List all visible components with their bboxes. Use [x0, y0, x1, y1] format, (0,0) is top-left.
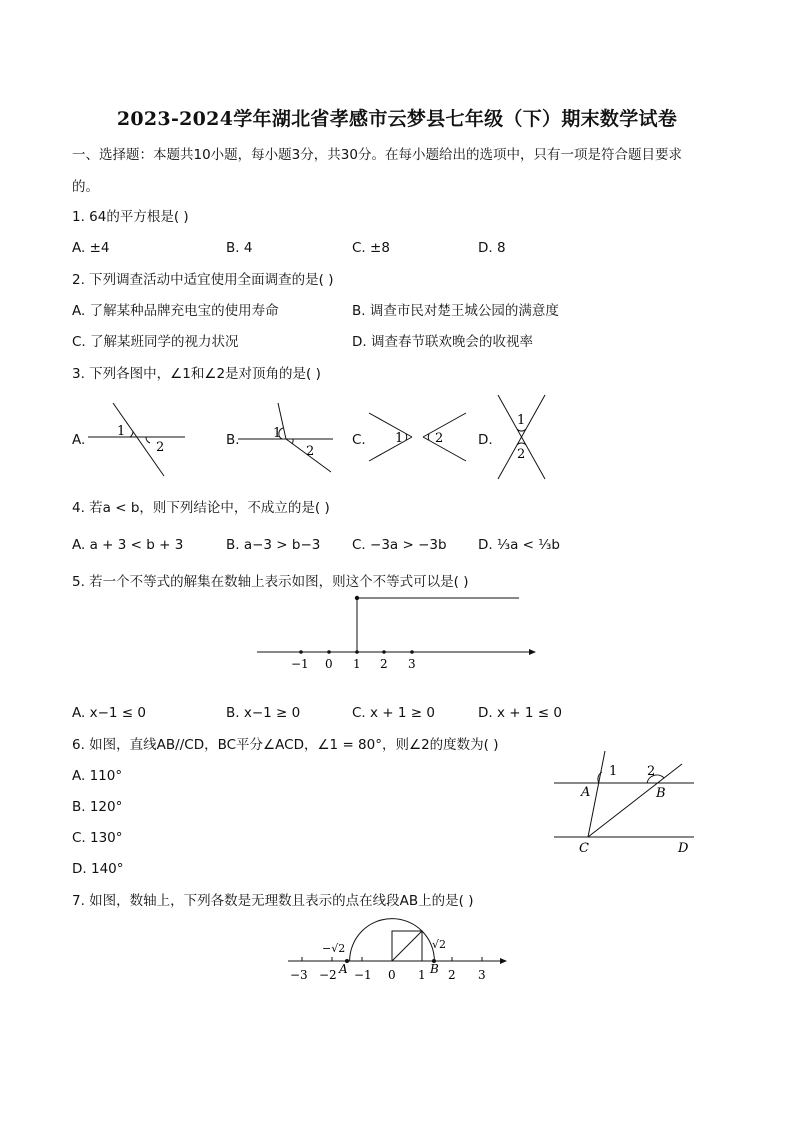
- page-title: 2023-2024学年湖北省孝感市云梦县七年级（下）期末数学试卷: [116, 108, 678, 130]
- q6-option-d: D. 140°: [72, 861, 124, 877]
- q7-stem: 7. 如图，数轴上，下列各数是无理数且表示的点在线段AB上的是( ): [72, 893, 474, 909]
- q7-label-b: B: [430, 962, 439, 976]
- q2-option-d: D. 调查春节联欢晚会的收视率: [352, 334, 533, 350]
- section-heading-line1: 一、选择题：本题共10小题，每小题3分，共30分。在每小题给出的选项中，只有一项是符合题目要求: [72, 147, 682, 163]
- q6-label-2: 2: [647, 764, 656, 779]
- q2-option-c: C. 了解某班同学的视力状况: [72, 334, 239, 350]
- q3-figure-b: [238, 400, 338, 480]
- q7-tick-neg3: −3: [290, 968, 308, 982]
- q2-stem: 2. 下列调查活动中适宜使用全面调查的是( ): [72, 272, 334, 288]
- q5-tick-0: 0: [325, 657, 333, 671]
- q2-option-b: B. 调查市民对楚王城公园的满意度: [352, 303, 559, 319]
- q7-number-line: [284, 915, 514, 985]
- q7-tick-2: 2: [448, 968, 456, 982]
- q7-label-neg-sqrt2: −√2: [322, 942, 346, 955]
- q7-label-a: A: [339, 962, 348, 976]
- q3b-label-1: 1: [273, 426, 282, 441]
- q4-option-d: D. ⅓a < ⅓b: [478, 537, 560, 553]
- q6-label-c: C: [579, 841, 589, 856]
- q2-option-a: A. 了解某种品牌充电宝的使用寿命: [72, 303, 279, 319]
- q4-option-c: C. −3a > −3b: [352, 537, 447, 553]
- q1-option-b: B. 4: [226, 240, 253, 256]
- section-heading-line2: 的。: [72, 179, 99, 195]
- q7-tick-neg1: −1: [354, 968, 372, 982]
- q7-tick-0: 0: [388, 968, 396, 982]
- q3-figure-a: [88, 400, 188, 480]
- q3a-label-2: 2: [156, 440, 165, 455]
- q7-tick-3: 3: [478, 968, 486, 982]
- q6-stem: 6. 如图，直线AB//CD，BC平分∠ACD，∠1 = 80°，则∠2的度数为( ): [72, 737, 499, 753]
- q5-ticks: [291, 650, 416, 671]
- q6-label-1: 1: [609, 764, 618, 779]
- q6-option-a: A. 110°: [72, 768, 123, 784]
- q6-label-d: D: [678, 841, 689, 856]
- q3c-label-2: 2: [435, 431, 444, 446]
- q3d-label-2: 2: [517, 447, 526, 462]
- q3b-label-2: 2: [306, 444, 315, 459]
- q6-option-b: B. 120°: [72, 799, 123, 815]
- q5-option-b: B. x−1 ≥ 0: [226, 705, 301, 721]
- q6-option-c: C. 130°: [72, 830, 123, 846]
- q3-figure-c: [367, 408, 469, 468]
- q3c-label-1: 1: [395, 431, 404, 446]
- q1-option-a: A. ±4: [72, 240, 110, 256]
- q3-option-c: C.: [352, 432, 366, 448]
- q5-number-line: [255, 592, 545, 672]
- q1-option-c: C. ±8: [352, 240, 390, 256]
- q3-figure-d: [494, 393, 550, 483]
- q3-stem: 3. 下列各图中，∠1和∠2是对顶角的是( ): [72, 366, 321, 382]
- q6-label-b: B: [656, 786, 666, 801]
- q4-option-b: B. a−3 > b−3: [226, 537, 321, 553]
- q5-tick-neg1: −1: [291, 657, 309, 671]
- q6-label-a: A: [581, 785, 591, 800]
- q5-tick-1: 1: [353, 657, 361, 671]
- q7-tick-1: 1: [418, 968, 426, 982]
- q4-option-a: A. a + 3 < b + 3: [72, 537, 184, 553]
- q7-tick-neg2: −2: [319, 968, 337, 982]
- q5-tick-2: 2: [380, 657, 388, 671]
- q7-label-sqrt2: √2: [432, 938, 447, 951]
- q4-stem: 4. 若a < b，则下列结论中，不成立的是( ): [72, 500, 330, 516]
- q5-option-a: A. x−1 ≤ 0: [72, 705, 146, 721]
- q5-option-c: C. x + 1 ≥ 0: [352, 705, 435, 721]
- q3-option-b: B.: [226, 432, 240, 448]
- q3d-label-1: 1: [517, 413, 526, 428]
- q1-option-d: D. 8: [478, 240, 506, 256]
- q3a-label-1: 1: [117, 424, 126, 439]
- q3-option-d: D.: [478, 432, 493, 448]
- q1-stem: 1. 64的平方根是( ): [72, 209, 189, 225]
- q6-figure: [552, 748, 702, 858]
- q5-stem: 5. 若一个不等式的解集在数轴上表示如图，则这个不等式可以是( ): [72, 574, 469, 590]
- q3-option-a: A.: [72, 432, 86, 448]
- q5-option-d: D. x + 1 ≤ 0: [478, 705, 562, 721]
- q5-tick-3: 3: [408, 657, 416, 671]
